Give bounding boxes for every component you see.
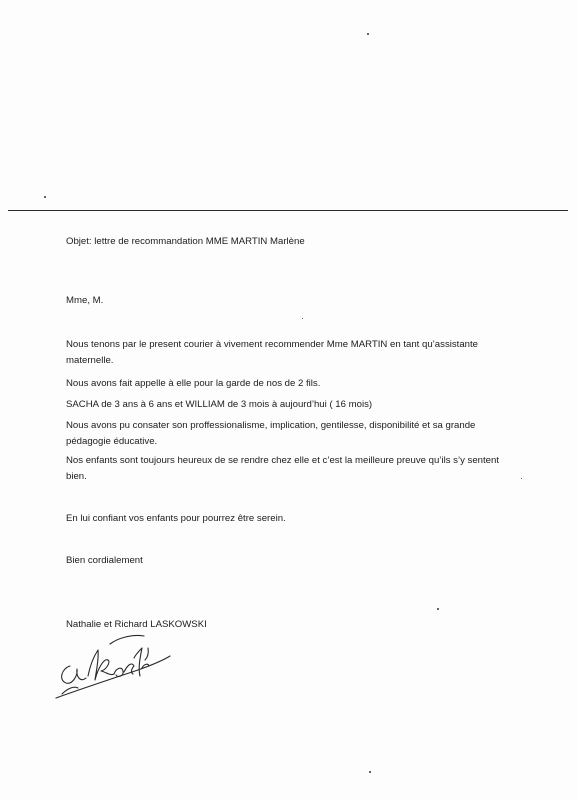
closing: Bien cordialement xyxy=(66,555,143,566)
scan-speck xyxy=(44,196,46,198)
salutation: Mme, M. xyxy=(66,295,104,306)
scan-speck xyxy=(437,608,439,610)
paragraph-4-line-1: Nous avons pu consater son proffessionalisme, implication, gentilesse, disponibilité et sa grande xyxy=(66,420,476,431)
subject-line: Objet: lettre de recommandation MME MARTIN Marlène xyxy=(66,236,305,247)
scan-speck xyxy=(302,318,303,319)
paragraph-6: En lui confiant vos enfants pour pourrez être serein. xyxy=(66,513,286,524)
paragraph-1-line-2: maternelle. xyxy=(66,355,114,366)
paragraph-2: Nous avons fait appelle à elle pour la garde de nos de 2 fils. xyxy=(66,378,321,389)
header-divider xyxy=(8,210,568,211)
scan-speck xyxy=(521,478,522,479)
signature-icon xyxy=(48,628,178,700)
paragraph-4-line-2: pédagogie éducative. xyxy=(66,436,158,447)
paragraph-5-line-2: bien. xyxy=(66,471,87,482)
paragraph-5-line-1: Nos enfants sont toujours heureux de se rendre chez elle et c’est la meilleure preuve qu’ils s’y sentent xyxy=(66,455,500,466)
paragraph-3: SACHA de 3 ans à 6 ans et WILLIAM de 3 mois à aujourd’hui ( 16 mois) xyxy=(66,399,373,410)
scan-speck xyxy=(367,33,369,35)
scan-speck xyxy=(369,771,371,773)
paragraph-1-line-1: Nous tenons par le present courier à vivement recommender Mme MARTIN en tant qu’assistante xyxy=(66,339,479,350)
signatories: Nathalie et Richard LASKOWSKI xyxy=(66,619,207,630)
